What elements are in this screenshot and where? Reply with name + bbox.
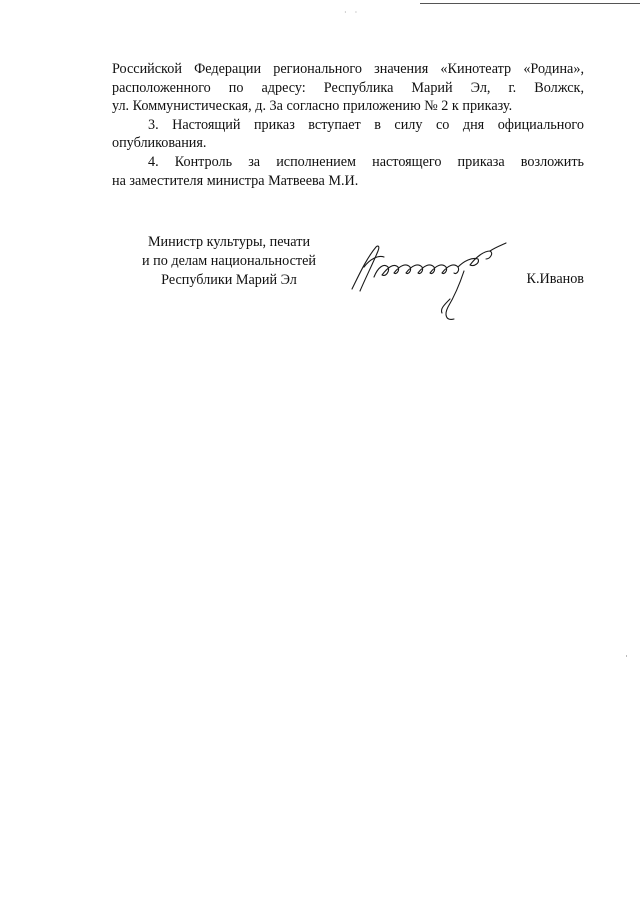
handwritten-signature bbox=[344, 237, 524, 327]
paragraph-4-line-2: на заместителя министра Матвеева М.И. bbox=[112, 172, 359, 189]
paragraph-1-line-1: Российской Федерации регионального значения «Кинотеатр «Родина», bbox=[112, 61, 584, 77]
paragraph-4-line-1: 4. Контроль за исполнением настоящего приказа возложить bbox=[148, 153, 584, 170]
signature-block bbox=[112, 233, 584, 333]
paragraph-3 bbox=[112, 116, 584, 153]
scan-top-line bbox=[420, 3, 640, 4]
paragraph-1 bbox=[112, 60, 584, 116]
signatory-position-line-3: Республики Марий Эл bbox=[161, 272, 297, 288]
document-body bbox=[112, 60, 584, 190]
paragraph-3-line-1: 3. Настоящий приказ вступает в силу со дня официального bbox=[148, 116, 584, 133]
scan-artifact-dots: · · bbox=[344, 8, 361, 17]
paragraph-4 bbox=[112, 153, 584, 190]
paragraph-1-line-2: расположенного по адресу: Республика Марий Эл, г. Волжск, bbox=[112, 79, 584, 96]
signatory-position-line-1: Министр культуры, печати bbox=[147, 234, 311, 250]
paragraph-1-line-3: ул. Коммунистическая, д. 3а согласно приложению № 2 к приказу. bbox=[112, 98, 513, 115]
signatory-position-line-2: и по делам национальностей bbox=[142, 253, 316, 269]
signatory-position bbox=[127, 233, 331, 290]
signatory-name: К.Иванов bbox=[526, 271, 584, 287]
scan-edge-mark bbox=[626, 655, 627, 657]
paragraph-3-line-2: опубликования. bbox=[112, 135, 207, 152]
